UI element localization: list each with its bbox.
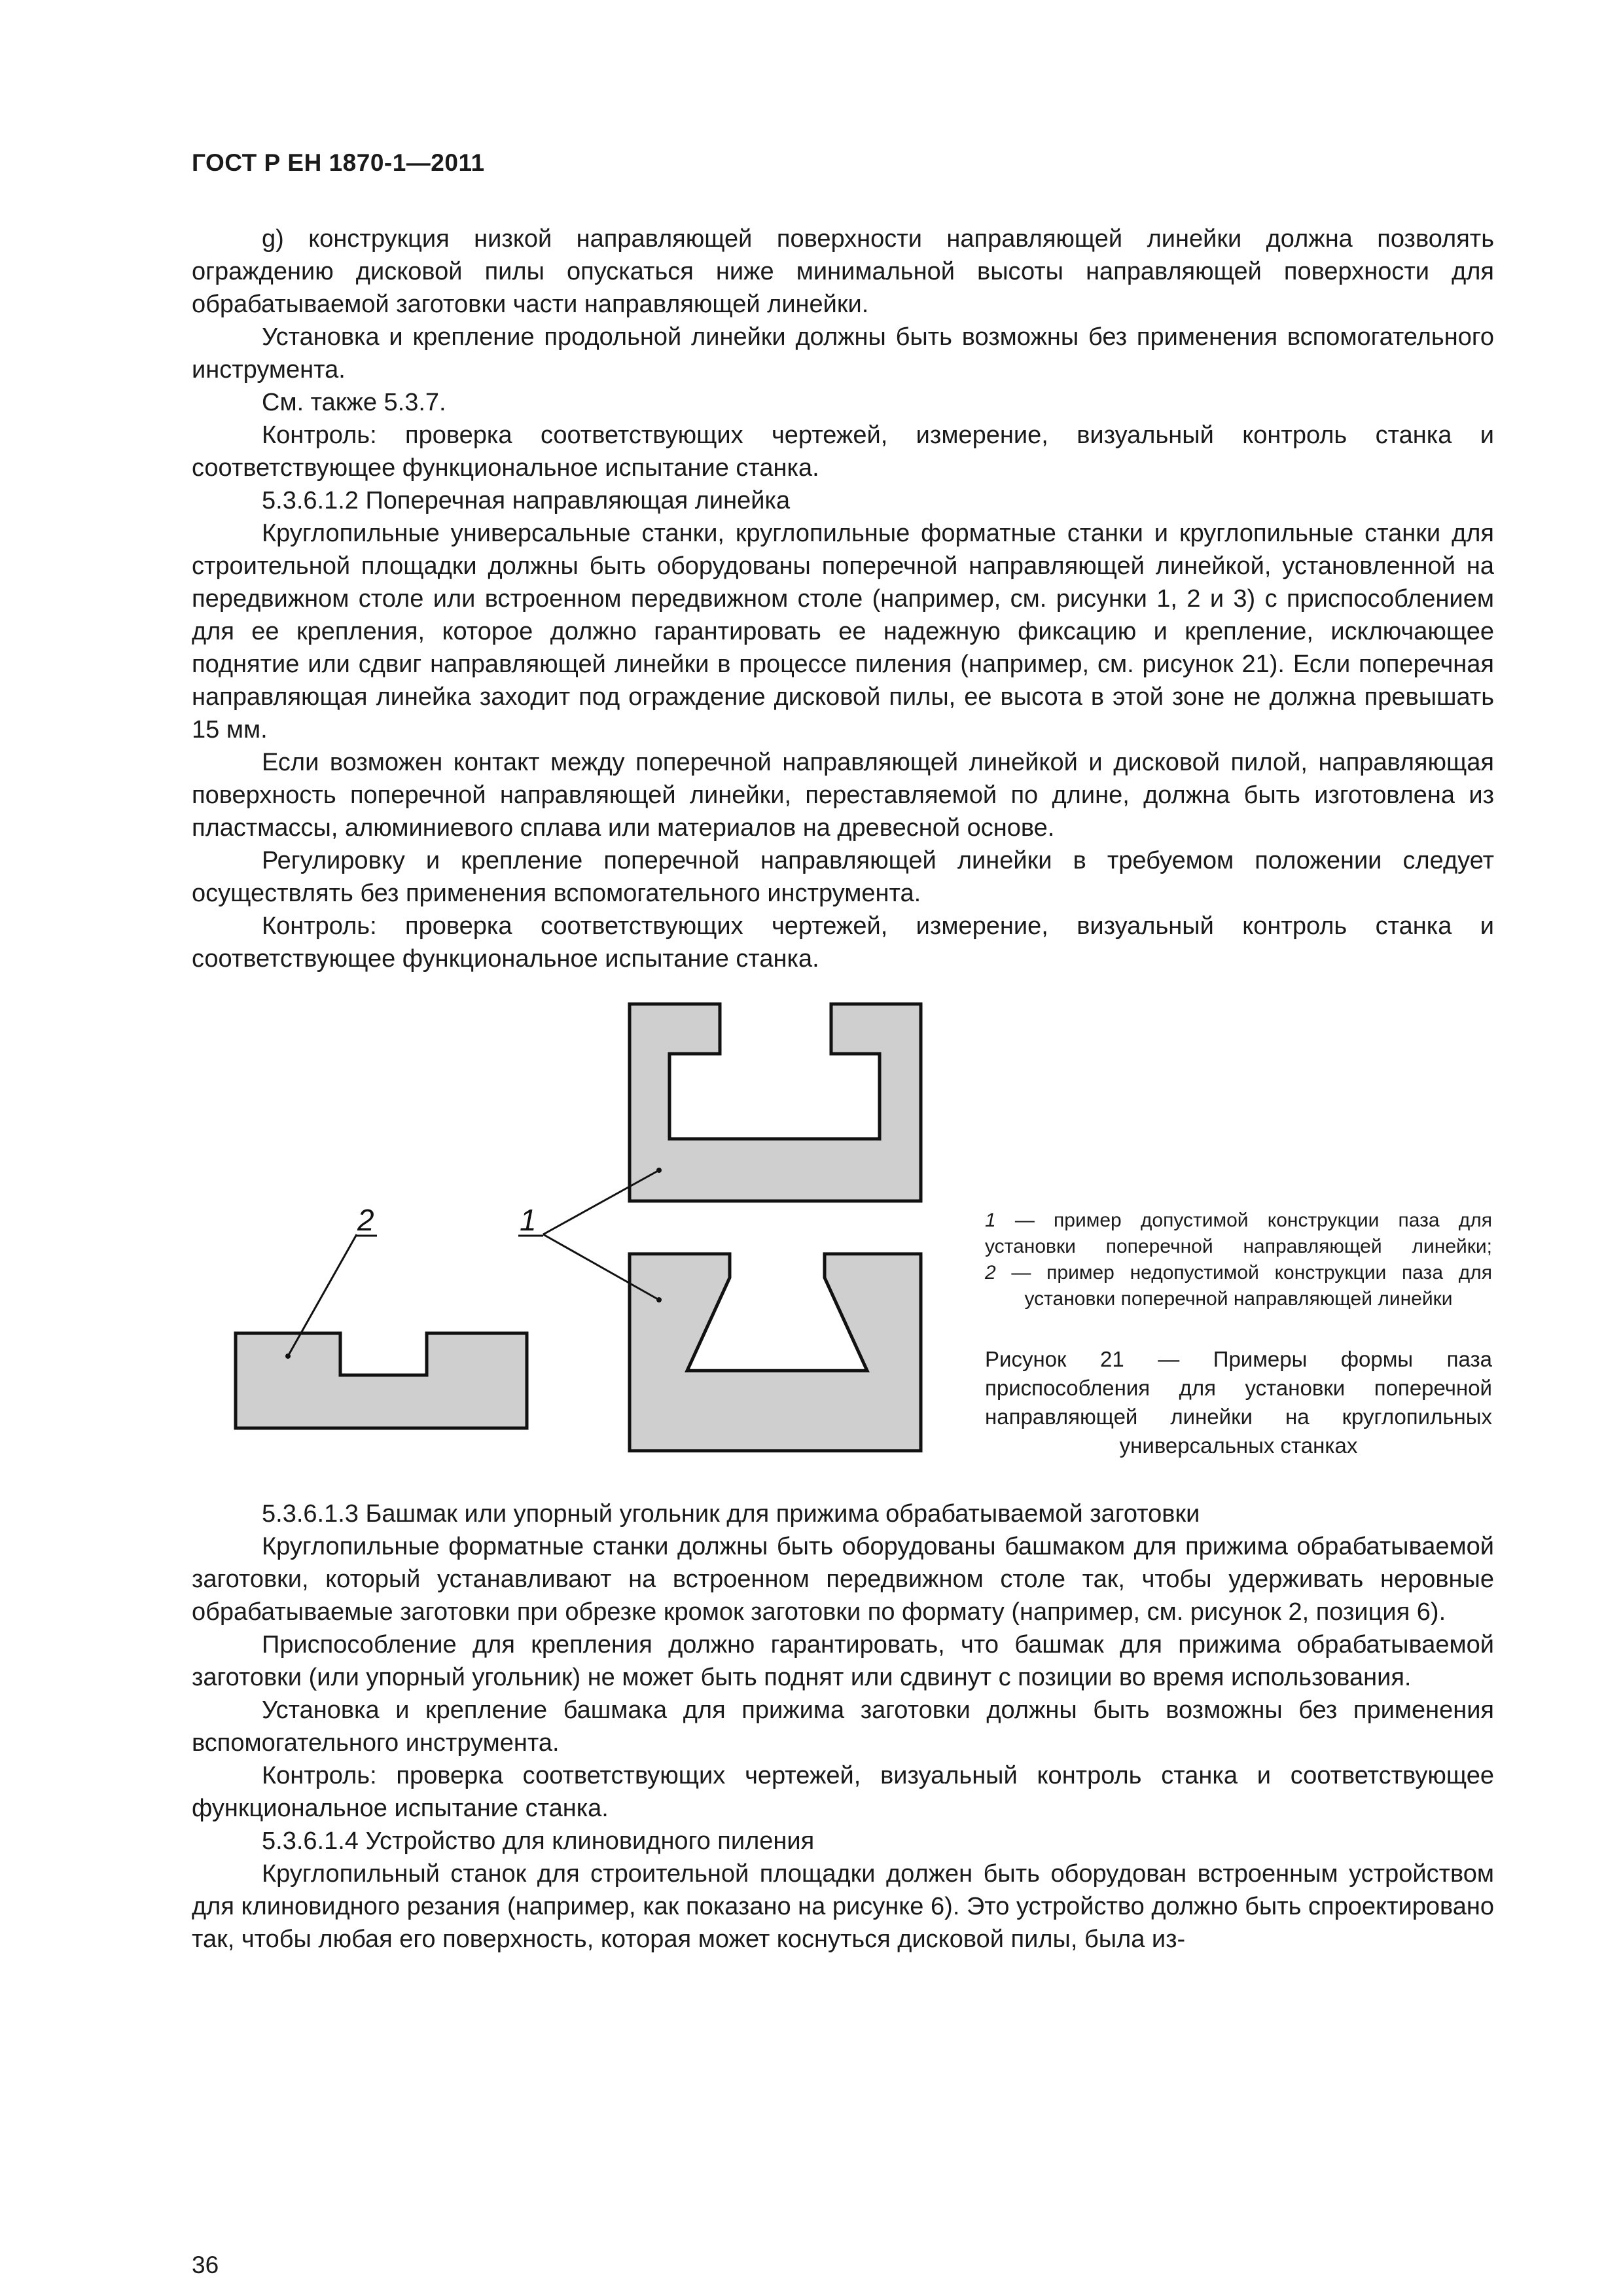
paragraph: Контроль: проверка соответствующих чертежей, измерение, визуальный контроль станка и соответствующее функциональное испытание станка. <box>192 912 1494 973</box>
leader-dot-2 <box>285 1354 291 1359</box>
paragraph: Круглопильные универсальные станки, круглопильные форматные станки и круглопильные станки для строительной площадки должны быть оборудованы поперечной направляющей линейкой, установленной на передвижном столе или встроенном передвижном столе (например, см. рисунки 1, 2 и 3) с приспособлением для ее крепления, которое должно гарантировать ее надежную фиксацию и крепление, исключающее поднятие или сдвиг направляющей линейки в процессе пиления (например, см. рисунок 21). Если поперечная направляющая линейка заходит под ограждение дисковой пилы, ее высота в этой зоне не должна превышать 15 мм. <box>192 520 1494 744</box>
paragraph: Установка и крепление продольной линейки должны быть возможны без применения вспомогательного инструмента. <box>192 323 1494 384</box>
paragraph: Приспособление для крепления должно гарантировать, что башмак для прижима обрабатываемой заготовки (или упорный угольник) не может быть поднят или сдвинут с позиции во время использования. <box>192 1631 1494 1691</box>
leader-dot-1-lower <box>656 1297 662 1302</box>
slot-profile-permissible-dovetail <box>630 1254 921 1451</box>
paragraph: Круглопильные форматные станки должны быть оборудованы башмаком для прижима обрабатываемой заготовки, который устанавливают на встроенном передвижном столе так, чтобы удерживать неровные обрабатываемые заготовки при обрезке кромок заготовки по формату (например, см. рисунок 2, позиция 6). <box>192 1533 1494 1626</box>
section-heading: 5.3.6.1.4 Устройство для клиновидного пиления <box>262 1827 815 1855</box>
paragraph: Регулировку и крепление поперечной направляющей линейки в требуемом положении следует осуществлять без применения вспомогательного инструмента. <box>192 847 1494 907</box>
paragraph: g) конструкция низкой направляющей поверхности направляющей линейки должна позволять ограждению дисковой пилы опускаться ниже минимальной высоты направляющей поверхности для обрабатываемой заготовки части направляющей линейки. <box>192 225 1494 318</box>
legend-number-1: 1 <box>985 1210 996 1231</box>
legend-text-1: — пример допустимой конструкции паза для установки поперечной направляющей линейки; <box>985 1210 1492 1257</box>
text-block-lower <box>192 1498 1494 1956</box>
legend-item-1 <box>985 1208 1492 1260</box>
text-block-upper <box>192 223 1494 975</box>
legend-item-2 <box>985 1260 1492 1312</box>
legend-text-2: — пример недопустимой конструкции паза для установки поперечной направляющей линейки <box>995 1262 1492 1310</box>
leader-dot-1-upper <box>656 1168 662 1173</box>
figure-caption: Рисунок 21 — Примеры формы паза приспособления для установки поперечной направляющей линейки на круглопильных универсальных станках <box>985 1347 1492 1458</box>
standard-designation: ГОСТ Р ЕН 1870-1—2011 <box>192 149 485 176</box>
section-heading: 5.3.6.1.3 Башмак или упорный угольник для прижима обрабатываемой заготовки <box>262 1500 1200 1528</box>
paragraph: Если возможен контакт между поперечной направляющей линейкой и дисковой пилой, направляющая поверхность поперечной направляющей линейки, переставляемой по длине, должна быть изготовлена из пластмассы, алюминиевого сплава или материалов на древесной основе. <box>192 749 1494 842</box>
page-number: 36 <box>192 2251 219 2278</box>
paragraph: См. также 5.3.7. <box>262 389 446 416</box>
figure-21-drawing <box>223 1001 942 1460</box>
paragraph: Контроль: проверка соответствующих чертежей, измерение, визуальный контроль станка и соответствующее функциональное испытание станка. <box>192 422 1494 482</box>
slot-profile-impermissible <box>236 1333 527 1428</box>
slot-profile-permissible-t <box>630 1004 921 1201</box>
legend-number-2: 2 <box>985 1262 996 1283</box>
section-heading: 5.3.6.1.2 Поперечная направляющая линейка <box>262 487 791 514</box>
paragraph: Круглопильный станок для строительной площадки должен быть оборудован встроенным устройством для клиновидного резания (например, как показано на рисунке 6). Это устройство должно быть спроектировано так, чтобы любая его поверхность, которая может коснуться дисковой пилы, была из- <box>192 1860 1494 1953</box>
callout-label-2: 2 <box>357 1203 374 1237</box>
figure-legend <box>985 1208 1492 1312</box>
callout-label-1: 1 <box>520 1203 537 1237</box>
paragraph: Установка и крепление башмака для прижима заготовки должны быть возможны без применения вспомогательного инструмента. <box>192 1696 1494 1757</box>
paragraph: Контроль: проверка соответствующих чертежей, визуальный контроль станка и соответствующее функциональное испытание станка. <box>192 1762 1494 1822</box>
